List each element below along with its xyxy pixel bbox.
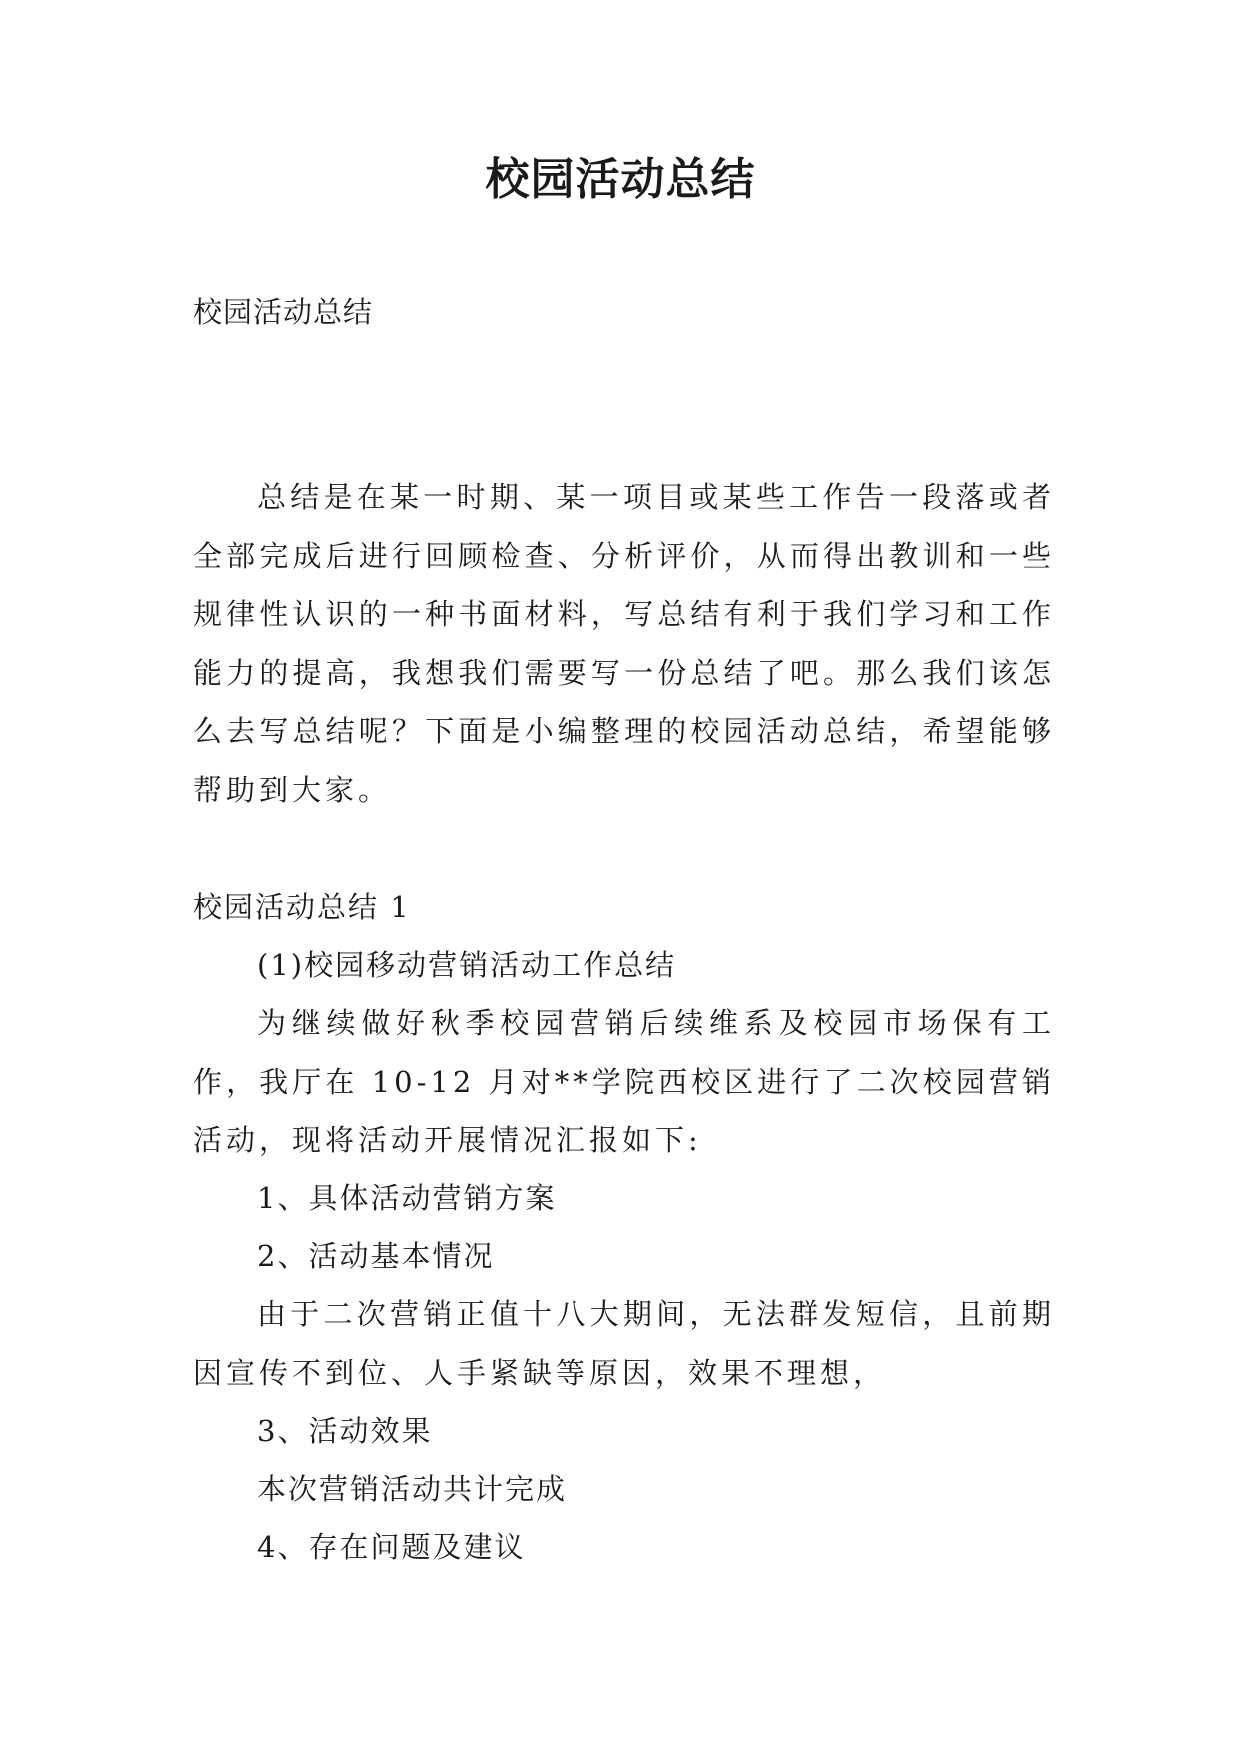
document-subtitle: 校园活动总结 <box>193 295 374 329</box>
document-title: 校园活动总结 <box>485 154 756 205</box>
section-heading: 校园活动总结 1 <box>193 890 411 924</box>
section-line-item-1: 1、具体活动营销方案 <box>257 1181 557 1216</box>
section-line-paragraph: 为继续做好秋季校园营销后续维系及校园市场保有工作，我厅在 10-12 月对**学院西校区进行了二次校园营销活动，现将活动开展情况汇报如下: <box>193 1006 1055 1157</box>
intro-paragraph: 总结是在某一时期、某一项目或某些工作告一段落或者全部完成后进行回顾检查、分析评价，从而得出教训和一些规律性认识的一种书面材料，写总结有利于我们学习和工作能力的提高，我想我们需要写一份总结了吧。那么我们该怎么去写总结呢？下面是小编整理的校园活动总结，希望能够帮助到大家。 <box>193 480 1055 807</box>
section-line-item-2: 2、活动基本情况 <box>257 1239 495 1274</box>
section-1 <box>193 878 1055 1576</box>
section-line-subtitle: (1)校园移动营销活动工作总结 <box>257 948 677 983</box>
section-line-paragraph: 本次营销活动共计完成 <box>257 1472 568 1507</box>
section-line-item-3: 3、活动效果 <box>257 1413 433 1448</box>
section-line-paragraph: 由于二次营销正值十八大期间，无法群发短信，且前期因宣传不到位、人手紧缺等原因，效果不理想， <box>193 1297 1055 1390</box>
section-line-item-4: 4、存在问题及建议 <box>257 1530 526 1565</box>
